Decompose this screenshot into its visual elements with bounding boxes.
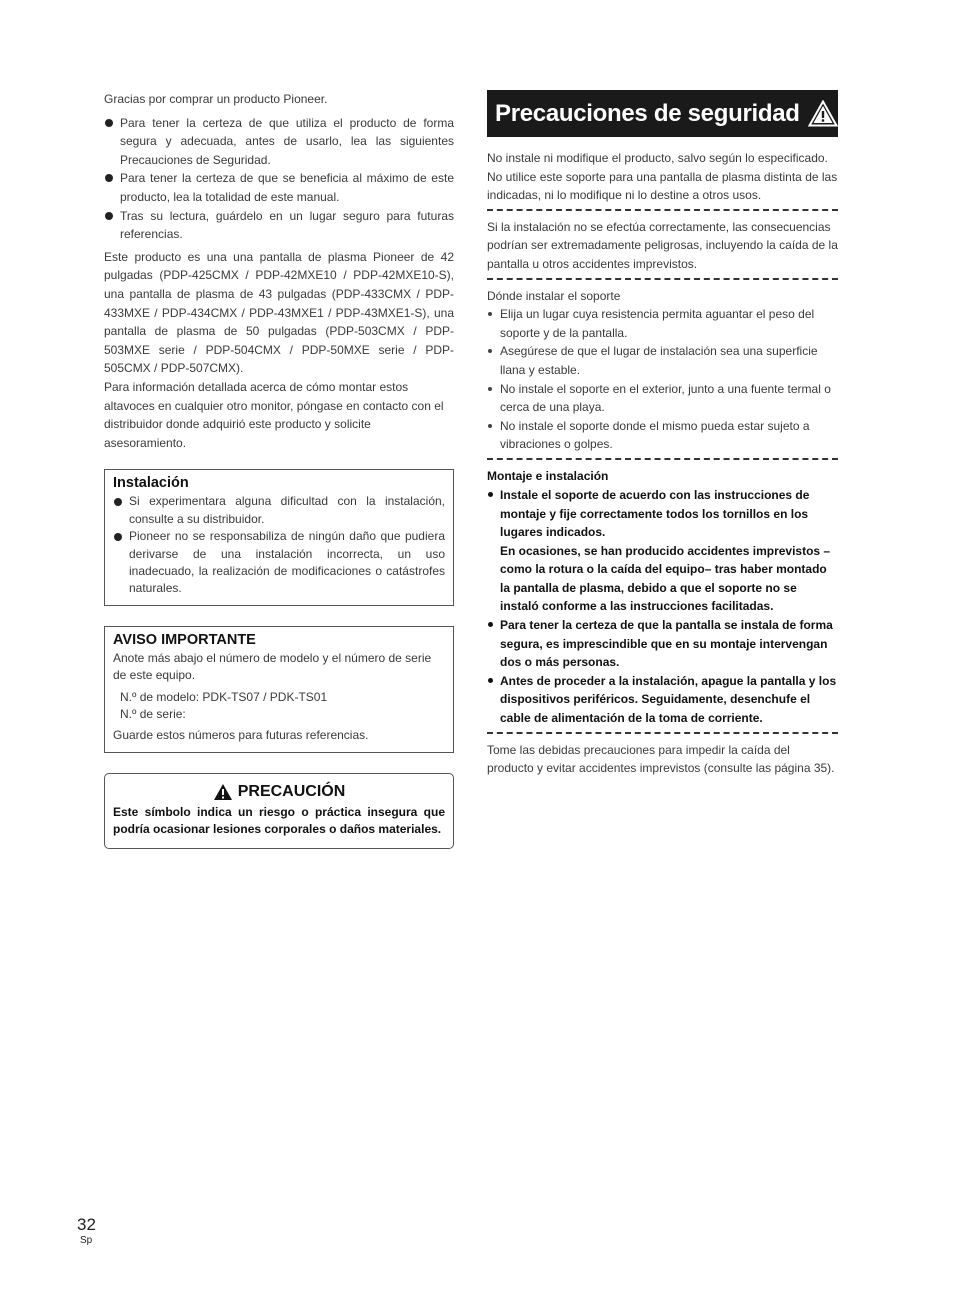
list-item: Antes de proceder a la instalación, apague la pantalla y los dispositivos periféricos. Seguidamente, desenchufe el cable de alimentación de la toma de corriente. [487, 672, 838, 728]
list-item: Pioneer no se responsabiliza de ningún daño que pudiera derivarse de una instalación incorrecta, un uso inadecuado, la realización de modificaciones o catástrofes naturales. [113, 528, 445, 598]
precaucion-text: Este símbolo indica un riesgo o práctica insegura que podría ocasionar lesiones corporales o daños materiales. [113, 804, 445, 837]
list-item: No instale el soporte donde el mismo pueda estar sujeto a vibraciones o golpes. [487, 417, 838, 454]
divider [487, 209, 838, 211]
aviso-keep: Guarde estos números para futuras referencias. [113, 728, 369, 743]
installation-list [113, 493, 445, 597]
installation-box [104, 469, 454, 605]
list-item: Para tener la certeza de que la pantalla se instala de forma segura, es imprescindible que en su montaje intervengan dos o más personas. [487, 616, 838, 672]
precaucion-box [104, 773, 454, 849]
paragraph-consequences: Si la instalación no se efectúa correctamente, las consecuencias podrían ser extremadamente peligrosas, incluyendo la caída de la pantalla u otros accidentes imprevistos. [487, 219, 838, 271]
list-item: Tras su lectura, guárdelo en un lugar seguro para futuras referencias. [104, 207, 454, 244]
precaucion-label: PRECAUCIÓN [237, 782, 346, 800]
where-title: Dónde instalar el soporte [487, 288, 621, 303]
list-item: No instale el soporte en el exterior, junto a una fuente termal o cerca de una playa. [487, 380, 838, 417]
section-title-bar [487, 90, 838, 137]
where-list [487, 305, 838, 454]
serial-number: N.º de serie: [120, 706, 186, 721]
divider [487, 458, 838, 460]
model-number: N.º de modelo: PDK-TS07 / PDK-TS01 [120, 689, 328, 704]
divider [487, 732, 838, 734]
intro-text: Gracias por comprar un producto Pioneer. [104, 92, 328, 106]
right-column [487, 90, 838, 778]
aviso-text: Anote más abajo el número de modelo y el número de serie de este equipo. [113, 650, 432, 683]
paragraph-no-modify: No instale ni modifique el producto, salvo según lo especificado. No utilice este soporte para una pantalla de plasma distinta de las indicadas, ni lo modifique ni lo destine a otros usos. [487, 151, 838, 203]
list-item [487, 486, 838, 616]
intro-bullets [104, 114, 454, 244]
left-column [104, 90, 454, 849]
page-language: Sp [80, 1235, 93, 1246]
mount-item-text: Instale el soporte de acuerdo con las instrucciones de montaje y fije correctamente todos los tornillos en los lugares indicados. [500, 487, 810, 540]
section-title: Precauciones de seguridad [495, 99, 800, 127]
list-item: Asegúrese de que el lugar de instalación sea una superficie llana y estable. [487, 342, 838, 379]
info-paragraph: Para información detallada acerca de cómo montar estos altavoces en cualquier otro monitor, póngase en contacto con el distribuidor donde adquirió este producto y solicite asesoramiento. [104, 379, 444, 450]
list-item: Para tener la certeza de que se beneficia al máximo de este producto, lea la totalidad de este manual. [104, 169, 454, 206]
paragraph-prevent-fall: Tome las debidas precauciones para impedir la caída del producto y evitar accidentes imprevistos (consulte las página 35). [487, 742, 835, 776]
mount-title: Montaje e instalación [487, 468, 609, 483]
list-item: Para tener la certeza de que utiliza el producto de forma segura y adecuada, antes de usarlo, lea las siguientes Precauciones de Seguridad. [104, 114, 454, 170]
warning-triangle-icon [808, 100, 838, 127]
divider [487, 278, 838, 280]
mount-item-note: En ocasiones, se han producido accidentes imprevistos –como la rotura o la caída del equipo– tras haber montado la pantalla de plasma, debido a que el soporte no se instaló conforme a las instrucciones facilitadas. [500, 543, 831, 614]
list-item: Elija un lugar cuya resistencia permita aguantar el peso del soporte y de la pantalla. [487, 305, 838, 342]
list-item: Si experimentara alguna dificultad con la instalación, consulte a su distribuidor. [113, 493, 445, 528]
aviso-title: AVISO IMPORTANTE [113, 631, 256, 648]
warning-triangle-icon [213, 783, 233, 801]
installation-title: Instalación [113, 475, 189, 492]
page-number: 32 [77, 1215, 96, 1234]
mount-list [487, 486, 838, 728]
precaucion-title [113, 782, 445, 802]
product-paragraph: Este producto es una una pantalla de plasma Pioneer de 42 pulgadas (PDP-425CMX / PDP-42MXE10 / PDP-42MXE10-S), una pantalla de plasma de 43 pulgadas (PDP-433CMX / PDP-433MXE / PDP-434CMX / PDP-43MXE1 / PDP-43MXE1-S), una pantalla de plasma de 50 pulgadas (PDP-503CMX / PDP-503MXE serie / PDP-504CMX / PDP-50MXE serie / PDP-505CMX / PDP-507CMX). [104, 249, 454, 376]
aviso-box [104, 626, 454, 753]
